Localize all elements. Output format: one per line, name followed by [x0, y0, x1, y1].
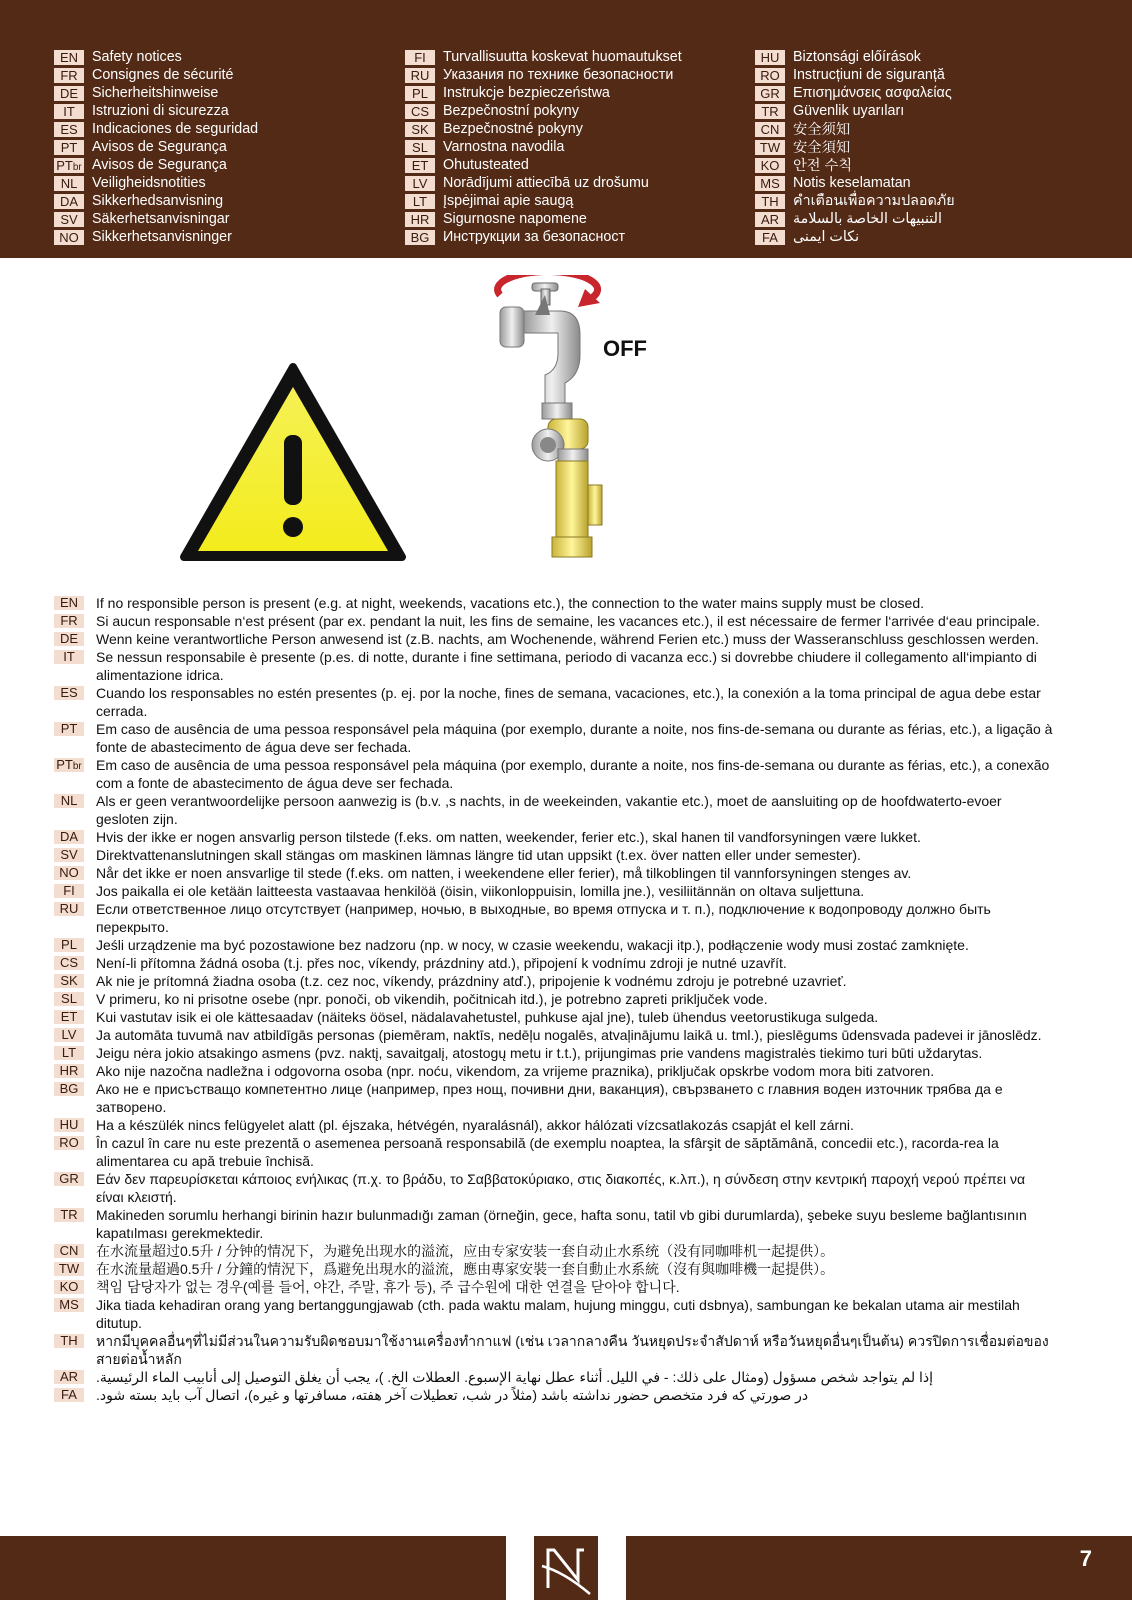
header-language-row — [755, 138, 955, 156]
notice-row — [54, 882, 1054, 900]
header-language-row — [405, 120, 682, 138]
page-number: 7 — [1079, 1546, 1092, 1571]
warning-triangle-icon — [184, 367, 402, 557]
header-language-row — [755, 192, 955, 210]
language-code-badge: SK — [54, 974, 84, 988]
notice-text: Em caso de ausência de uma pessoa responsável pela máquina (por exemplo, durante a noite, nos fins-de-semana ou durante as férias, etc.), a conexão com a fonte de abastecimento de água deve ser fechada. — [96, 757, 1050, 791]
language-code-badge: GR — [755, 86, 785, 101]
language-code-badge: HR — [54, 1064, 84, 1078]
language-heading-label: Ohutusteated — [443, 157, 529, 173]
language-heading-label: Istruzioni di sicurezza — [92, 103, 229, 119]
notice-text: Ako nije nazočna nadležna i odgovorna osoba (npr. noću, vikendom, za vrijeme praznika), priključak opskrbe vodom mora biti zatvoren. — [96, 1063, 935, 1079]
header-language-row — [405, 84, 682, 102]
language-code-badge: PT — [54, 140, 84, 155]
language-code-badge: RU — [405, 68, 435, 83]
header-language-row — [405, 174, 682, 192]
notice-row — [54, 594, 1054, 612]
language-code-badge: DA — [54, 194, 84, 209]
header-language-row — [405, 66, 682, 84]
language-code-badge: TR — [54, 1208, 84, 1222]
language-list-col3 — [755, 48, 955, 246]
notice-row — [54, 954, 1054, 972]
language-code-badge: RO — [54, 1136, 84, 1150]
header-language-row — [405, 48, 682, 66]
notice-text: Si aucun responsable n‘est présent (par ex. pendant la nuit, les fins de semaine, les vacances etc.), il est nécessaire de fermer l‘arrivée d‘eau principale. — [96, 613, 1040, 629]
language-code-badge: GR — [54, 1172, 84, 1186]
notice-row — [54, 756, 1054, 792]
notice-text: 在水流量超過0.5升 / 分鐘的情況下，爲避免出現水的溢流，應由專家安裝一套自動止水系統（沒有與咖啡機一起提供）。 — [96, 1261, 835, 1277]
notice-row — [54, 1008, 1054, 1026]
language-heading-label: Инструкции за безопасност — [443, 229, 626, 245]
language-code-badge: NL — [54, 176, 84, 191]
language-code-badge: MS — [54, 1298, 84, 1312]
notice-text: Makineden sorumlu herhangi birinin hazır bulunmadığı zaman (örneğin, gece, hafta sonu, tatil vb gibi durumlarda), şebeke suyu besleme bağlantısının kapatılması gerekmektedir. — [96, 1207, 1027, 1241]
language-code-badge: FR — [54, 614, 84, 628]
language-code-badge: SL — [54, 992, 84, 1006]
notice-text: Als er geen verantwoordelijke persoon aanwezig is (b.v. ,s nachts, in de weekeinden, vakantie etc.), moet de aansluiting op de hoofdwaterto-evoer gesloten zijn. — [96, 793, 1002, 827]
notice-text: หากมีบุคคลอื่นๆที่ไม่มีส่วนในความรับผิดชอบมาใช้งานเครื่องทำกาแฟ (เช่น เวลากลางคืน วันหยุดประจำสัปดาห์ หรือวันหยุดอื่นๆเป็นต้น) ควรปิดการเชื่อมต่อของสายต่อน้ำหลัก — [96, 1333, 1049, 1367]
notice-row — [54, 1332, 1054, 1368]
header-language-row — [405, 138, 682, 156]
notice-row — [54, 990, 1054, 1008]
language-heading-label: Instrucțiuni de siguranță — [793, 67, 945, 83]
header-language-row — [54, 120, 258, 138]
language-code-badge: DE — [54, 86, 84, 101]
header-language-row — [755, 84, 955, 102]
language-code-badge: TR — [755, 104, 785, 119]
language-code-badge: IT — [54, 650, 84, 664]
language-heading-label: Indicaciones de seguridad — [92, 121, 259, 137]
language-heading-label: Safety notices — [92, 49, 182, 65]
nespresso-n-logo — [534, 1536, 598, 1600]
notice-row — [54, 846, 1054, 864]
notice-text: Jeśli urządzenie ma być pozostawione bez nadzoru (np. w nocy, w czasie weekendu, wakacji itp.), podłączenie wody musi zostać zamknięte. — [96, 937, 969, 953]
language-heading-label: Avisos de Segurança — [92, 157, 227, 173]
language-code-badge: HR — [405, 212, 435, 227]
language-heading-label: คำเตือนเพื่อความปลอดภัย — [793, 193, 955, 209]
header-language-row — [405, 102, 682, 120]
notice-row — [54, 864, 1054, 882]
language-heading-label: Sikkerhedsanvisning — [92, 193, 224, 209]
header-language-row — [405, 210, 682, 228]
language-code-badge: LT — [405, 194, 435, 209]
language-heading-label: Указания по технике безопасности — [443, 67, 674, 83]
language-heading-label: 安全須知 — [793, 140, 851, 156]
notice-text: Ak nie je prítomná žiadna osoba (t.z. cez noc, víkendy, prázdniny atď.), pripojenie k vodnému zdroju je potrebné uzavrieť. — [96, 973, 847, 989]
header-language-row — [54, 66, 258, 84]
notice-row — [54, 1026, 1054, 1044]
language-code-badge: IT — [54, 104, 84, 119]
notice-text: Jos paikalla ei ole ketään laitteesta vastaavaa henkilöä (öisin, viikonloppuisin, lomilla jne.), vesiliitännän on oltava suljettuna. — [96, 883, 865, 899]
header-language-row — [54, 84, 258, 102]
language-heading-label: Instrukcje bezpieczeństwa — [443, 85, 610, 101]
notice-text: Jika tiada kehadiran orang yang bertanggungjawab (cth. pada waktu malam, hujung minggu, cuti dsbnya), sambungan ke bekalan utama air mestilah ditutup. — [96, 1297, 1020, 1331]
language-code-badge: KO — [755, 158, 785, 173]
notice-text: Ja automāta tuvumā nav atbildīgās personas (piemēram, naktīs, nedēļu nogalēs, atvaļinājumu laikā u. tml.), pieslēgums ūdensvada padevei ir jānoslēdz. — [96, 1027, 1042, 1043]
language-heading-label: Norādījumi attiecībā uz drošumu — [443, 175, 649, 191]
language-code-badge: LV — [405, 176, 435, 191]
notice-row — [54, 1278, 1054, 1296]
notice-text: Når det ikke er noen ansvarlige til stede (f.eks. om natten, i weekendene eller ferier), må tilkoblingen til vannforsyningen stenges av. — [96, 865, 912, 881]
notice-row — [54, 612, 1054, 630]
notice-row — [54, 972, 1054, 990]
language-code-badge: BG — [54, 1082, 84, 1096]
language-code-badge: SV — [54, 848, 84, 862]
language-heading-label: Consignes de sécurité — [92, 67, 234, 83]
notice-text: În cazul în care nu este prezentă o asemenea persoană responsabilă (de exemplu noaptea, la sfârşit de săptămână, concedii etc.), racorda-rea la alimentarea cu apă trebuie închisă. — [96, 1135, 999, 1169]
language-heading-label: Notis keselamatan — [793, 175, 911, 191]
language-code-badge: HU — [54, 1118, 84, 1132]
header-language-row — [54, 210, 258, 228]
language-code-badge: FR — [54, 68, 84, 83]
language-code-badge: CS — [54, 956, 84, 970]
language-code-badge: PL — [405, 86, 435, 101]
language-code-badge: ES — [54, 686, 84, 700]
language-code-badge: DA — [54, 830, 84, 844]
header-language-row — [405, 156, 682, 174]
language-code-badge: EN — [54, 50, 84, 65]
language-code-badge: AR — [755, 212, 785, 227]
language-heading-label: 안전 수칙 — [793, 158, 853, 174]
notice-text: If no responsible person is present (e.g. at night, weekends, vacations etc.), the connection to the water mains supply must be closed. — [96, 595, 925, 611]
header-language-row — [755, 210, 955, 228]
header-language-row — [755, 66, 955, 84]
off-label: OFF — [603, 336, 647, 361]
notice-text: Cuando los responsables no estén presentes (p. ej. por la noche, fines de semana, vacaciones, etc.), la conexión a la toma principal de agua debe estar cerrada. — [96, 685, 1041, 719]
language-code-badge: HU — [755, 50, 785, 65]
notice-row — [54, 1134, 1054, 1170]
safety-notices-list — [54, 594, 1054, 1404]
language-heading-label: Veiligheidsnotities — [92, 175, 206, 191]
language-code-badge: RO — [755, 68, 785, 83]
notice-text: Není-li přítomna žádná osoba (t.j. přes noc, víkendy, prázdniny atd.), připojení k vodnímu zdroji je nutné uzavřít. — [96, 955, 787, 971]
illustration — [180, 275, 680, 575]
language-code-badge: DE — [54, 632, 84, 646]
notice-row — [54, 1296, 1054, 1332]
language-list-col1 — [54, 48, 258, 246]
header-language-row — [755, 102, 955, 120]
notice-text: Εάν δεν παρευρίσκεται κάποιος ενήλικας (π.χ. το βράδυ, το Σαββατοκύριακο, στις διακοπές, κ.λπ.), η σύνδεση στην κεντρική παροχή νερού πρέπει να είναι κλειστή. — [96, 1171, 1026, 1205]
language-code-badge: AR — [54, 1370, 84, 1384]
language-code-badge: NO — [54, 866, 84, 880]
language-heading-label: Επισημάνσεις ασφαλείας — [793, 85, 952, 101]
language-heading-label: نکات ايمنی — [793, 229, 860, 245]
language-code-badge: SV — [54, 212, 84, 227]
notice-row — [54, 1044, 1054, 1062]
language-code-badge: CN — [54, 1244, 84, 1258]
language-heading-label: Güvenlik uyarıları — [793, 103, 905, 119]
notice-text: إذا لم يتواجد شخص مسؤول (ومثال على ذلك: - في الليل. أثناء عطل نهاية الإسبوع. العطلات الخ. )، يجب أن يغلق التوصيل إلى أنابيب الماء الرئيسية. — [96, 1369, 934, 1385]
header-language-row — [54, 102, 258, 120]
header-language-row — [405, 192, 682, 210]
header-language-row — [755, 48, 955, 66]
language-code-badge: MS — [755, 176, 785, 191]
language-code-badge: PTbr — [54, 758, 84, 772]
language-code-badge: ET — [405, 158, 435, 173]
language-code-badge: FA — [755, 230, 785, 245]
language-code-badge: NL — [54, 794, 84, 808]
language-heading-label: Bezpečnostní pokyny — [443, 103, 579, 119]
language-code-badge: NO — [54, 230, 84, 245]
language-code-badge: FA — [54, 1388, 84, 1402]
notice-row — [54, 1260, 1054, 1278]
notice-text: Jeigu nėra jokio atsakingo asmens (pvz. naktį, savaitgalį, atostogų metu ir t.t.), prijungimas prie vandens magistralės tiekimo turi būti uždarytas. — [96, 1045, 983, 1061]
header-language-row — [54, 174, 258, 192]
language-heading-label: Bezpečnostné pokyny — [443, 121, 583, 137]
language-code-badge: KO — [54, 1280, 84, 1294]
language-code-badge: TW — [755, 140, 785, 155]
notice-text: Kui vastutav isik ei ole kättesaadav (näiteks öösel, nädalavahetustel, puhkuse ajal jne), tuleb ühendus veetorustikuga sulgeda. — [96, 1009, 879, 1025]
notice-text: Ако не е присъстващо компетентно лице (например, през нощ, почивни дни, ваканция), свързването с главния воден източник трябва да е затворено. — [96, 1081, 1003, 1115]
language-code-badge: ES — [54, 122, 84, 137]
language-heading-label: Turvallisuutta koskevat huomautukset — [443, 49, 682, 65]
language-code-badge: PL — [54, 938, 84, 952]
language-code-badge: SL — [405, 140, 435, 155]
notice-text: 책임 담당자가 없는 경우(예를 들어, 야간, 주말, 휴가 등), 주 급수원에 대한 연결을 닫아야 합니다. — [96, 1279, 680, 1295]
notice-row — [54, 936, 1054, 954]
header-band — [0, 0, 1132, 258]
notice-text: Direktvattenanslutningen skall stängas om maskinen lämnas längre tid utan uppsikt (t.ex. över natten eller under semester). — [96, 847, 861, 863]
language-code-badge: TH — [54, 1334, 84, 1348]
notice-row — [54, 900, 1054, 936]
language-heading-label: Sicherheitshinweise — [92, 85, 219, 101]
notice-row — [54, 1080, 1054, 1116]
language-list-col2 — [405, 48, 682, 246]
notice-text: 在水流量超过0.5升 / 分钟的情况下，为避免出现水的溢流，应由专家安装一套自动止水系统（没有同咖啡机一起提供）。 — [96, 1243, 835, 1259]
notice-row — [54, 630, 1054, 648]
header-language-row — [54, 228, 258, 246]
language-code-badge: SK — [405, 122, 435, 137]
language-code-badge: CN — [755, 122, 785, 137]
language-heading-label: 安全须知 — [793, 122, 851, 138]
language-code-badge: PTbr — [54, 158, 84, 173]
header-language-row — [405, 228, 682, 246]
notice-text: Em caso de ausência de uma pessoa responsável pela máquina (por exemplo, durante a noite, nos fins-de-semana ou durante as férias, etc.), a ligação à fonte de abastecimento de água deve ser fechada. — [96, 721, 1053, 755]
language-heading-label: التنبيهات الخاصة بالسلامة — [793, 211, 942, 227]
notice-text: Ha a készülék nincs felügyelet alatt (pl. éjszaka, hétvégén, nyaralásnál), akkor hálózati vízcsatlakozás csapját el kell zárni. — [96, 1117, 854, 1133]
language-heading-label: Įspėjimai apie saugą — [443, 193, 574, 209]
notice-row — [54, 1116, 1054, 1134]
language-code-badge: ET — [54, 1010, 84, 1024]
header-language-row — [755, 120, 955, 138]
notice-row — [54, 1170, 1054, 1206]
notice-text: Wenn keine verantwortliche Person anwesend ist (z.B. nachts, am Wochenende, während Ferien etc.) muss der Wasseranschluss geschlossen werden. — [96, 631, 1039, 647]
notice-row — [54, 1368, 1054, 1386]
language-heading-label: Biztonsági előírások — [793, 49, 921, 65]
header-language-row — [54, 48, 258, 66]
language-heading-label: Säkerhetsanvisningar — [92, 211, 230, 227]
language-code-badge: EN — [54, 596, 84, 610]
notice-text: Если ответственное лицо отсутствует (например, ночью, в выходные, во время отпуска и т. п.), подключение к водопроводу должно быть перекрыто. — [96, 901, 991, 935]
language-heading-label: Sikkerhetsanvisninger — [92, 229, 232, 245]
notice-row — [54, 1242, 1054, 1260]
notice-row — [54, 720, 1054, 756]
notice-row — [54, 1062, 1054, 1080]
header-language-row — [54, 138, 258, 156]
language-code-badge: CS — [405, 104, 435, 119]
language-heading-label: Varnostna navodila — [443, 139, 565, 155]
language-code-badge: FI — [405, 50, 435, 65]
notice-row — [54, 828, 1054, 846]
notice-row — [54, 684, 1054, 720]
header-language-row — [54, 192, 258, 210]
notice-row — [54, 792, 1054, 828]
footer-band-right — [626, 1536, 1132, 1600]
footer-band-left — [0, 1536, 506, 1600]
language-heading-label: Sigurnosne napomene — [443, 211, 587, 227]
notice-text: Hvis der ikke er nogen ansvarlig person tilstede (f.eks. om natten, weekender, ferier etc.), skal hanen til vandforsyningen være lukket. — [96, 829, 921, 845]
notice-row — [54, 1386, 1054, 1404]
water-tap-icon — [498, 275, 602, 557]
language-code-badge: BG — [405, 230, 435, 245]
language-code-badge: TW — [54, 1262, 84, 1276]
language-code-badge: TH — [755, 194, 785, 209]
header-language-row — [755, 156, 955, 174]
language-code-badge: PT — [54, 722, 84, 736]
header-language-row — [54, 156, 258, 174]
notice-text: در صورتي كه فرد متخصص حضور نداشته باشد (مثلاً در شب، تعطيلات آخر هفته، مسافرتها و غيره)، اتصال آب بايد بسته شود. — [96, 1387, 809, 1403]
notice-row — [54, 648, 1054, 684]
language-code-badge: LT — [54, 1046, 84, 1060]
language-code-badge: FI — [54, 884, 84, 898]
language-heading-label: Avisos de Segurança — [92, 139, 227, 155]
language-code-badge: LV — [54, 1028, 84, 1042]
notice-text: Se nessun responsabile è presente (p.es. di notte, durante i fine settimana, periodo di vacanza ecc.) si dovrebbe chiudere il collegamento all‘impianto di alimentazione idrica. — [96, 649, 1037, 683]
header-language-row — [755, 228, 955, 246]
notice-row — [54, 1206, 1054, 1242]
notice-text: V primeru, ko ni prisotne osebe (npr. ponoči, ob vikendih, počitnicah itd.), je potrebno zapreti priključek vode. — [96, 991, 768, 1007]
language-code-badge: RU — [54, 902, 84, 916]
